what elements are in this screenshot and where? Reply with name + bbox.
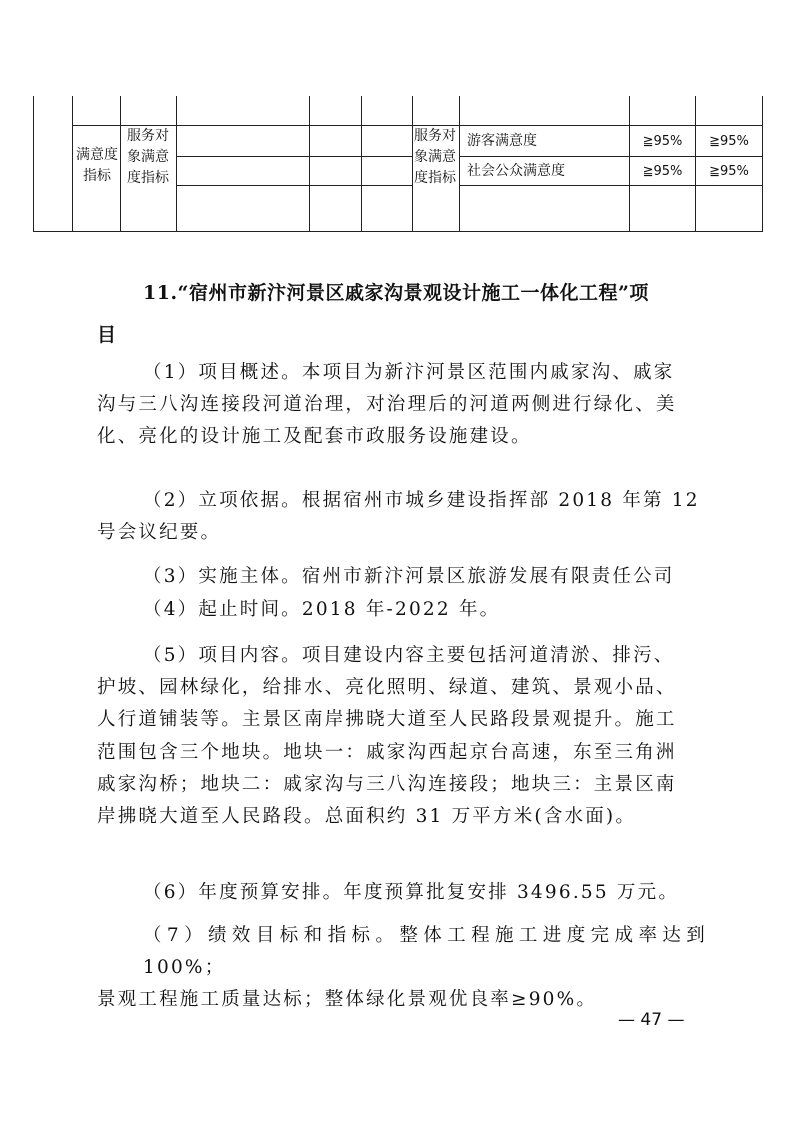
paragraph-basis bbox=[97, 485, 707, 549]
section-title-line1: 11.“宿州市新汴河景区戚家沟景观设计施工一体化工程”项 bbox=[143, 282, 649, 304]
table-border-bottom bbox=[33, 231, 763, 232]
secondary-metric-left-cell: 服务对象满意度指标 bbox=[127, 128, 169, 186]
table-row-line bbox=[459, 156, 763, 157]
table-row-line bbox=[176, 185, 412, 186]
para-line: 护坡、园林绿化，给排水、亮化照明、绿道、建筑、景观小品、 bbox=[97, 677, 677, 699]
paragraph-overview bbox=[97, 357, 707, 454]
paragraph-content bbox=[97, 640, 707, 833]
page-number: — 47 — bbox=[618, 1010, 685, 1030]
para-line: 沟与三八沟连接段河道治理，对治理后的河道两侧进行绿化、美 bbox=[97, 394, 677, 416]
metric-value-tourist-2: ≧95% bbox=[709, 134, 749, 149]
table-row-line bbox=[459, 185, 763, 186]
table-col-line bbox=[309, 96, 310, 232]
para-line: （7）绩效目标和指标。整体工程施工进度完成率达到 100%； bbox=[143, 925, 707, 979]
section-title bbox=[97, 272, 707, 356]
table-border-left bbox=[33, 96, 34, 232]
indicator-table bbox=[0, 0, 793, 240]
table-row-line bbox=[176, 156, 412, 157]
para-line: （1）项目概述。本项目为新汴河景区范围内戚家沟、戚家 bbox=[143, 362, 675, 383]
para-line: （6）年度预算安排。年度预算批复安排 3496.55 万元。 bbox=[143, 882, 680, 903]
para-line: （5）项目内容。项目建设内容主要包括河道清淤、排污、 bbox=[143, 645, 675, 666]
section-title-line2: 目 bbox=[97, 324, 117, 346]
paragraph-entity bbox=[97, 561, 707, 593]
para-line: （4）起止时间。2018 年-2022 年。 bbox=[143, 599, 501, 620]
para-line: 号会议纪要。 bbox=[97, 522, 222, 544]
para-line: 戚家沟桥；地块二：戚家沟与三八沟连接段；地块三：主景区南 bbox=[97, 773, 677, 795]
metric-value-public-1: ≧95% bbox=[642, 164, 683, 179]
metric-value-tourist-1: ≧95% bbox=[642, 134, 683, 149]
table-border-right bbox=[762, 96, 763, 232]
secondary-metric-right-cell: 服务对象满意度指标 bbox=[414, 128, 456, 186]
primary-metric-cell: 满意度指标 bbox=[76, 147, 118, 184]
paragraph-targets bbox=[97, 920, 707, 1017]
metric-name-public: 社会公众满意度 bbox=[467, 163, 565, 179]
metric-name-tourist: 游客满意度 bbox=[467, 133, 537, 149]
para-line: （3）实施主体。宿州市新汴河景区旅游发展有限责任公司 bbox=[143, 566, 675, 587]
para-line: 人行道铺装等。主景区南岸拂晓大道至人民路段景观提升。施工 bbox=[97, 709, 677, 731]
para-line: 范围包含三个地块。地块一：戚家沟西起京台高速，东至三角洲 bbox=[97, 741, 677, 763]
table-col-line bbox=[361, 96, 362, 232]
table-col-line bbox=[72, 96, 73, 232]
para-line: （2）立项依据。根据宿州市城乡建设指挥部 2018 年第 12 bbox=[143, 490, 700, 511]
para-line: 景观工程施工质量达标；整体绿化景观优良率≥90%。 bbox=[97, 989, 598, 1011]
paragraph-budget bbox=[97, 877, 707, 909]
para-line: 化、亮化的设计施工及配套市政服务设施建设。 bbox=[97, 426, 532, 448]
table-col-line bbox=[120, 96, 121, 232]
table-col-line bbox=[176, 96, 177, 232]
para-line: 岸拂晓大道至人民路段。总面积约 31 万平方米(含水面)。 bbox=[97, 806, 637, 828]
metric-value-public-2: ≧95% bbox=[709, 164, 749, 179]
paragraph-period bbox=[97, 594, 707, 626]
table-col-line bbox=[459, 96, 460, 232]
